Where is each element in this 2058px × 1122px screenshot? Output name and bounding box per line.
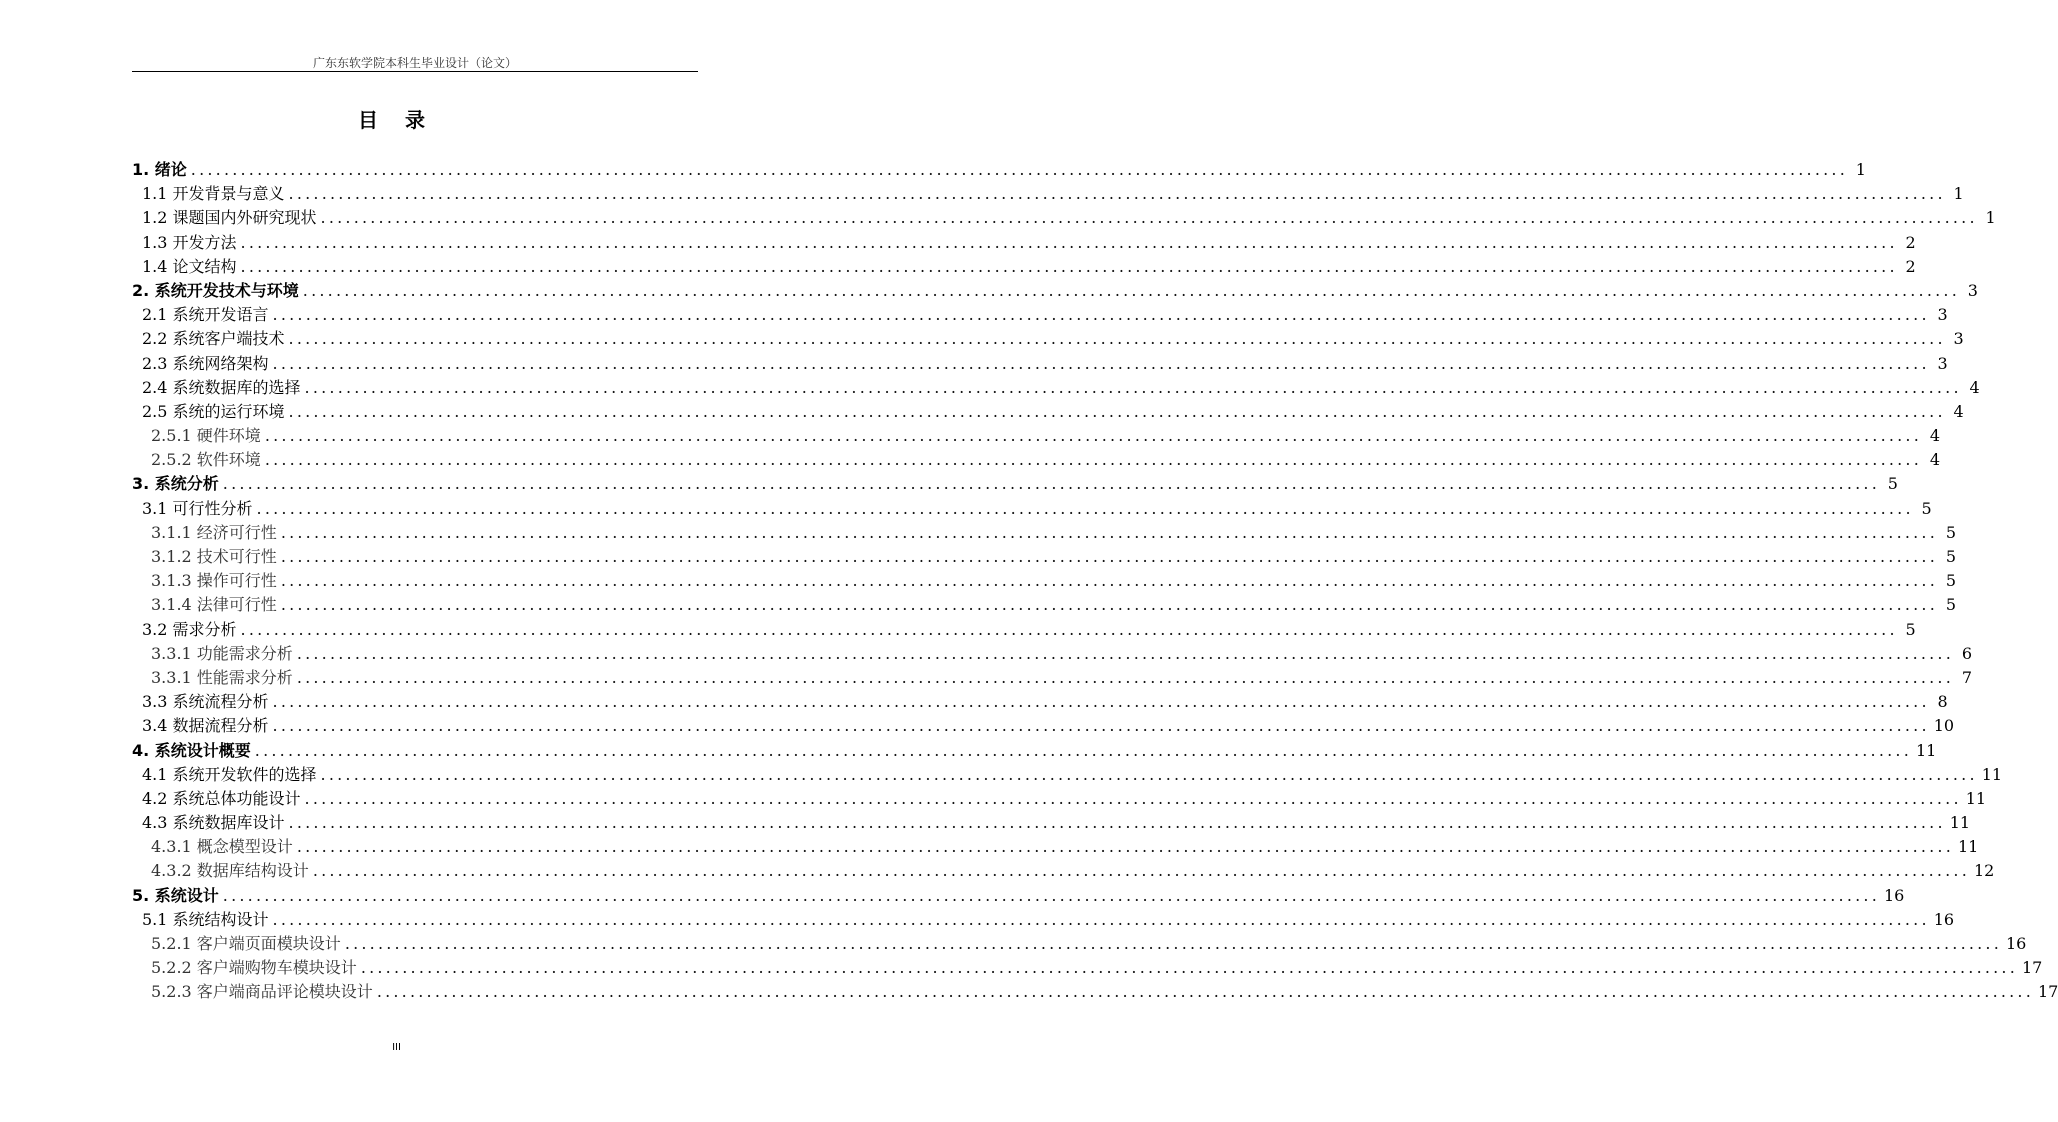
toc-entry-label: 3.3.1 性能需求分析 xyxy=(151,667,293,687)
dot-leader: ........................................................................................................................................................................................................ xyxy=(320,208,1978,228)
toc-entry[interactable] xyxy=(132,205,1996,229)
dot-leader: ........................................................................................................................................................................................................ xyxy=(240,232,1898,252)
dot-leader: ........................................................................................................................................................................................................ xyxy=(256,498,1914,518)
toc-entry-label: 5.2.2 客户端购物车模块设计 xyxy=(151,958,357,978)
toc-entry-page: 11 xyxy=(1958,837,1979,857)
dot-leader: ........................................................................................................................................................................................................ xyxy=(302,280,1960,300)
toc-entry-label: 3.3.1 功能需求分析 xyxy=(151,643,293,663)
toc-entry[interactable] xyxy=(132,447,1940,471)
dot-leader: ........................................................................................................................................................................................................ xyxy=(272,692,1930,712)
toc-entry[interactable] xyxy=(132,230,1916,254)
dot-leader: ........................................................................................................................................................................................................ xyxy=(264,426,1922,446)
dot-leader: ........................................................................................................................................................................................................ xyxy=(312,861,1970,881)
toc-entry-page: 5 xyxy=(1887,474,1898,494)
dot-leader: ........................................................................................................................................................................................................ xyxy=(280,595,1938,615)
toc-entry[interactable] xyxy=(132,955,2043,979)
toc-entry[interactable] xyxy=(132,157,1866,181)
toc-entry-page: 3 xyxy=(1953,329,1964,349)
toc-entry-page: 1 xyxy=(1953,184,1964,204)
toc-entry[interactable] xyxy=(132,592,1956,616)
toc-entry-page: 17 xyxy=(2022,958,2043,978)
toc-entry-label: 1.4 论文结构 xyxy=(142,256,237,276)
toc-entry-page: 3 xyxy=(1937,305,1948,325)
dot-leader: ........................................................................................................................................................................................................ xyxy=(376,982,2034,1002)
toc-entry-label: 1.1 开发背景与意义 xyxy=(142,184,285,204)
toc-entry-label: 3.1.3 操作可行性 xyxy=(151,571,277,591)
dot-leader: ........................................................................................................................................................................................................ xyxy=(222,474,1880,494)
toc-entry-label: 2.5 系统的运行环境 xyxy=(142,401,285,421)
dot-leader: ........................................................................................................................................................................................................ xyxy=(320,764,1978,784)
toc-entry-label: 4.3.1 概念模型设计 xyxy=(151,837,293,857)
toc-entry-page: 5 xyxy=(1905,619,1916,639)
toc-entry-label: 2. 系统开发技术与环境 xyxy=(132,280,299,300)
dot-leader: ........................................................................................................................................................................................................ xyxy=(304,377,1962,397)
toc-title: 目 录 xyxy=(358,108,435,132)
toc-entry-label: 1. 绪论 xyxy=(132,160,187,179)
dot-leader: ........................................................................................................................................................................................................ xyxy=(280,571,1938,591)
dot-leader: ........................................................................................................................................................................................................ xyxy=(190,160,1848,179)
toc-entry[interactable] xyxy=(132,931,2027,955)
toc-entry[interactable] xyxy=(132,399,1964,423)
toc-entry-label: 2.3 系统网络架构 xyxy=(142,353,269,373)
toc-entry-page: 16 xyxy=(1883,885,1905,905)
toc-entry-label: 3.4 数据流程分析 xyxy=(142,716,269,736)
toc-entry-page: 4 xyxy=(1929,426,1940,446)
toc-entry-label: 4.3.2 数据库结构设计 xyxy=(151,861,309,881)
toc-entry-page: 6 xyxy=(1961,643,1972,663)
toc-entry-page: 4 xyxy=(1969,377,1980,397)
page-number: III xyxy=(392,1042,401,1053)
toc-entry[interactable] xyxy=(132,713,1955,737)
toc-entry-label: 2.4 系统数据库的选择 xyxy=(142,377,301,397)
toc-entry-page: 17 xyxy=(2038,982,2058,1002)
toc-entry-page: 16 xyxy=(2006,934,2027,953)
toc-entry-label: 2.2 系统客户端技术 xyxy=(142,329,285,349)
dot-leader: ........................................................................................................................................................................................................ xyxy=(288,184,1946,204)
dot-leader: ........................................................................................................................................................................................................ xyxy=(360,958,2018,978)
toc-entry-page: 7 xyxy=(1961,667,1972,687)
toc-entry[interactable] xyxy=(132,568,1956,592)
toc-entry-label: 4.2 系统总体功能设计 xyxy=(142,788,301,808)
dot-leader: ........................................................................................................................................................................................................ xyxy=(272,909,1930,929)
toc-entry-page: 16 xyxy=(1933,909,1955,929)
toc-entry[interactable] xyxy=(132,496,1932,520)
toc-entry[interactable] xyxy=(132,302,1948,326)
page-header: 广东东软学院本科生毕业设计（论文） xyxy=(312,56,517,70)
toc-entry-page: 10 xyxy=(1933,716,1955,736)
dot-leader: ........................................................................................................................................................................................................ xyxy=(240,256,1898,276)
toc-entry[interactable] xyxy=(132,278,1978,302)
dot-leader: ........................................................................................................................................................................................................ xyxy=(344,934,2002,953)
toc-entry-label: 1.2 课题国内外研究现状 xyxy=(142,208,317,228)
toc-entry[interactable] xyxy=(132,786,1987,810)
toc-entry[interactable] xyxy=(132,181,1964,205)
toc-entry-page: 11 xyxy=(1981,764,2003,784)
toc-entry[interactable] xyxy=(132,544,1956,568)
toc-entry-label: 3. 系统分析 xyxy=(132,474,219,494)
toc-entry-label: 3.3 系统流程分析 xyxy=(142,692,269,712)
dot-leader: ........................................................................................................................................................................................................ xyxy=(272,305,1930,325)
toc-entry-label: 5.2.1 客户端页面模块设计 xyxy=(151,934,341,953)
dot-leader: ........................................................................................................................................................................................................ xyxy=(240,619,1898,639)
toc-entry-page: 2 xyxy=(1905,256,1916,276)
toc-entry-label: 1.3 开发方法 xyxy=(142,232,237,252)
dot-leader: ........................................................................................................................................................................................................ xyxy=(288,813,1946,833)
toc-entry-page: 1 xyxy=(1855,160,1866,179)
toc-entry[interactable] xyxy=(132,834,1979,858)
toc-entry-page: 4 xyxy=(1929,450,1940,470)
dot-leader: ........................................................................................................................................................................................................ xyxy=(264,450,1922,470)
toc-entry[interactable] xyxy=(132,907,1955,931)
toc-entry[interactable] xyxy=(132,641,1972,665)
dot-leader: ........................................................................................................................................................................................................ xyxy=(272,353,1930,373)
toc-entry-label: 5. 系统设计 xyxy=(132,885,219,905)
dot-leader: ........................................................................................................................................................................................................ xyxy=(296,837,1954,857)
toc-entry[interactable] xyxy=(132,375,1980,399)
toc-entry-page: 8 xyxy=(1937,692,1948,712)
toc-entry[interactable] xyxy=(132,979,2058,1003)
toc-entry-label: 3.1 可行性分析 xyxy=(142,498,253,518)
toc-entry-label: 4. 系统设计概要 xyxy=(132,740,251,760)
dot-leader: ........................................................................................................................................................................................................ xyxy=(280,522,1938,542)
toc-entry[interactable] xyxy=(132,762,2003,786)
toc-entry-page: 11 xyxy=(1965,788,1987,808)
toc-entry-label: 3.1.4 法律可行性 xyxy=(151,595,277,615)
dot-leader: ........................................................................................................................................................................................................ xyxy=(254,740,1912,760)
toc-entry-page: 4 xyxy=(1953,401,1964,421)
dot-leader: ........................................................................................................................................................................................................ xyxy=(288,401,1946,421)
dot-leader: ........................................................................................................................................................................................................ xyxy=(296,643,1954,663)
toc-entry[interactable] xyxy=(132,254,1916,278)
toc-entry-label: 2.5.1 硬件环境 xyxy=(151,426,261,446)
toc-entry-page: 5 xyxy=(1945,522,1956,542)
toc-entry-label: 3.2 需求分析 xyxy=(142,619,237,639)
toc-entry[interactable] xyxy=(132,883,1905,907)
toc-entry[interactable] xyxy=(132,423,1940,447)
header-divider xyxy=(132,71,698,72)
dot-leader: ........................................................................................................................................................................................................ xyxy=(280,547,1938,566)
dot-leader: ........................................................................................................................................................................................................ xyxy=(272,716,1930,736)
toc-entry-label: 2.1 系统开发语言 xyxy=(142,305,269,325)
toc-entry-label: 4.3 系统数据库设计 xyxy=(142,813,285,833)
toc-entry[interactable] xyxy=(132,471,1898,495)
toc-entry[interactable] xyxy=(132,738,1937,762)
toc-entry-page: 3 xyxy=(1967,280,1978,300)
toc-entry-page: 5 xyxy=(1945,595,1956,615)
toc-entry-page: 11 xyxy=(1915,740,1937,760)
dot-leader: ........................................................................................................................................................................................................ xyxy=(296,667,1954,687)
toc-entry-page: 2 xyxy=(1905,232,1916,252)
toc-entry-page: 5 xyxy=(1921,498,1932,518)
dot-leader: ........................................................................................................................................................................................................ xyxy=(222,885,1880,905)
toc-entry[interactable] xyxy=(132,858,1995,882)
toc-entry-page: 3 xyxy=(1937,353,1948,373)
toc-entry-page: 12 xyxy=(1974,861,1995,881)
toc-entry[interactable] xyxy=(132,520,1956,544)
toc-entry[interactable] xyxy=(132,689,1948,713)
toc-entry[interactable] xyxy=(132,351,1948,375)
toc-entry-label: 4.1 系统开发软件的选择 xyxy=(142,764,317,784)
toc-entry-page: 5 xyxy=(1945,571,1956,591)
toc-entry-label: 3.1.1 经济可行性 xyxy=(151,522,277,542)
toc-entry[interactable] xyxy=(132,326,1964,350)
toc-entry-page: 11 xyxy=(1949,813,1971,833)
toc-entry-label: 2.5.2 软件环境 xyxy=(151,450,261,470)
toc-entry-label: 5.2.3 客户端商品评论模块设计 xyxy=(151,982,373,1002)
dot-leader: ........................................................................................................................................................................................................ xyxy=(304,788,1962,808)
dot-leader: ........................................................................................................................................................................................................ xyxy=(288,329,1946,349)
toc-entry-label: 5.1 系统结构设计 xyxy=(142,909,269,929)
toc-entry[interactable] xyxy=(132,617,1916,641)
toc-entry-page: 5 xyxy=(1945,547,1956,566)
toc-entry[interactable] xyxy=(132,810,1971,834)
table-of-contents xyxy=(132,157,2058,1004)
toc-entry-page: 1 xyxy=(1985,208,1996,228)
toc-entry-label: 3.1.2 技术可行性 xyxy=(151,547,277,566)
toc-entry[interactable] xyxy=(132,665,1972,689)
